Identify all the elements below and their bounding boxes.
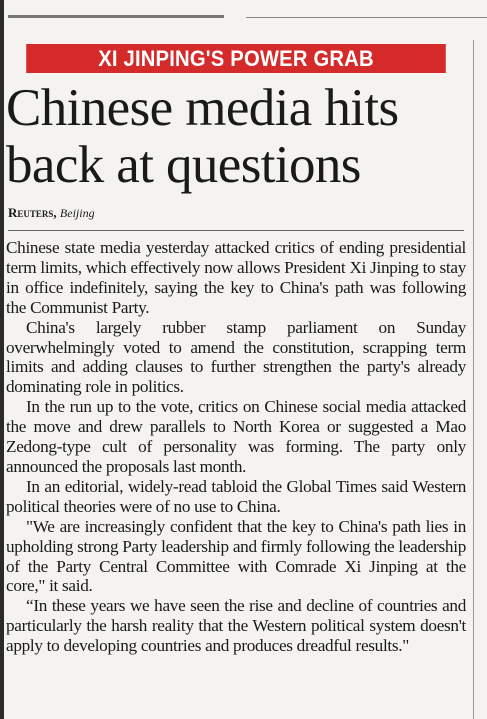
article-paragraph: “In these years we have seen the rise and decline of countries and particularly the harsh reality that the Western political system doesn't apply to developing countries and produces dreadful results." [6,596,466,656]
byline-dateline: Beijing [59,206,95,220]
article-paragraph: "We are increasingly confident that the key to China's path lies in upholding strong Party leadership and firmly following the leadership of the Party Central Committee with Comrade Xi Jinping at the core," it said. [6,516,466,596]
article-body [6,238,466,656]
article-paragraph: In the run up to the vote, critics on Chinese social media attacked the move and drew parallels to North Korea or suggested a Mao Zedong-type cult of personality was forming. The party only announced the proposals last month. [6,397,466,476]
top-rule [8,15,224,18]
page-edge [0,0,4,719]
byline-agency: Reuters, [8,205,57,220]
article-paragraph: Chinese state media yesterday attacked critics of ending presidential term limits, which effectively now allows President Xi Jinping to stay in office indefinitely, saying the key to China's path was following the Communist Party. [6,238,466,317]
byline-rule [8,230,464,231]
article-paragraph: China's largely rubber stamp parliament on Sunday overwhelmingly voted to amend the constitution, scrapping term limits and adding clauses to further strengthen the party's already dominating role in politics. [6,317,466,397]
byline [8,205,95,221]
top-rule-right [246,17,487,18]
article-paragraph: In an editorial, widely-read tabloid the Global Times said Western political theories were of no use to China. [6,476,466,516]
kicker-text: XI JINPING'S POWER GRAB [98,45,374,71]
headline: Chinese media hits back at questions [6,79,399,194]
kicker-banner [26,44,446,73]
